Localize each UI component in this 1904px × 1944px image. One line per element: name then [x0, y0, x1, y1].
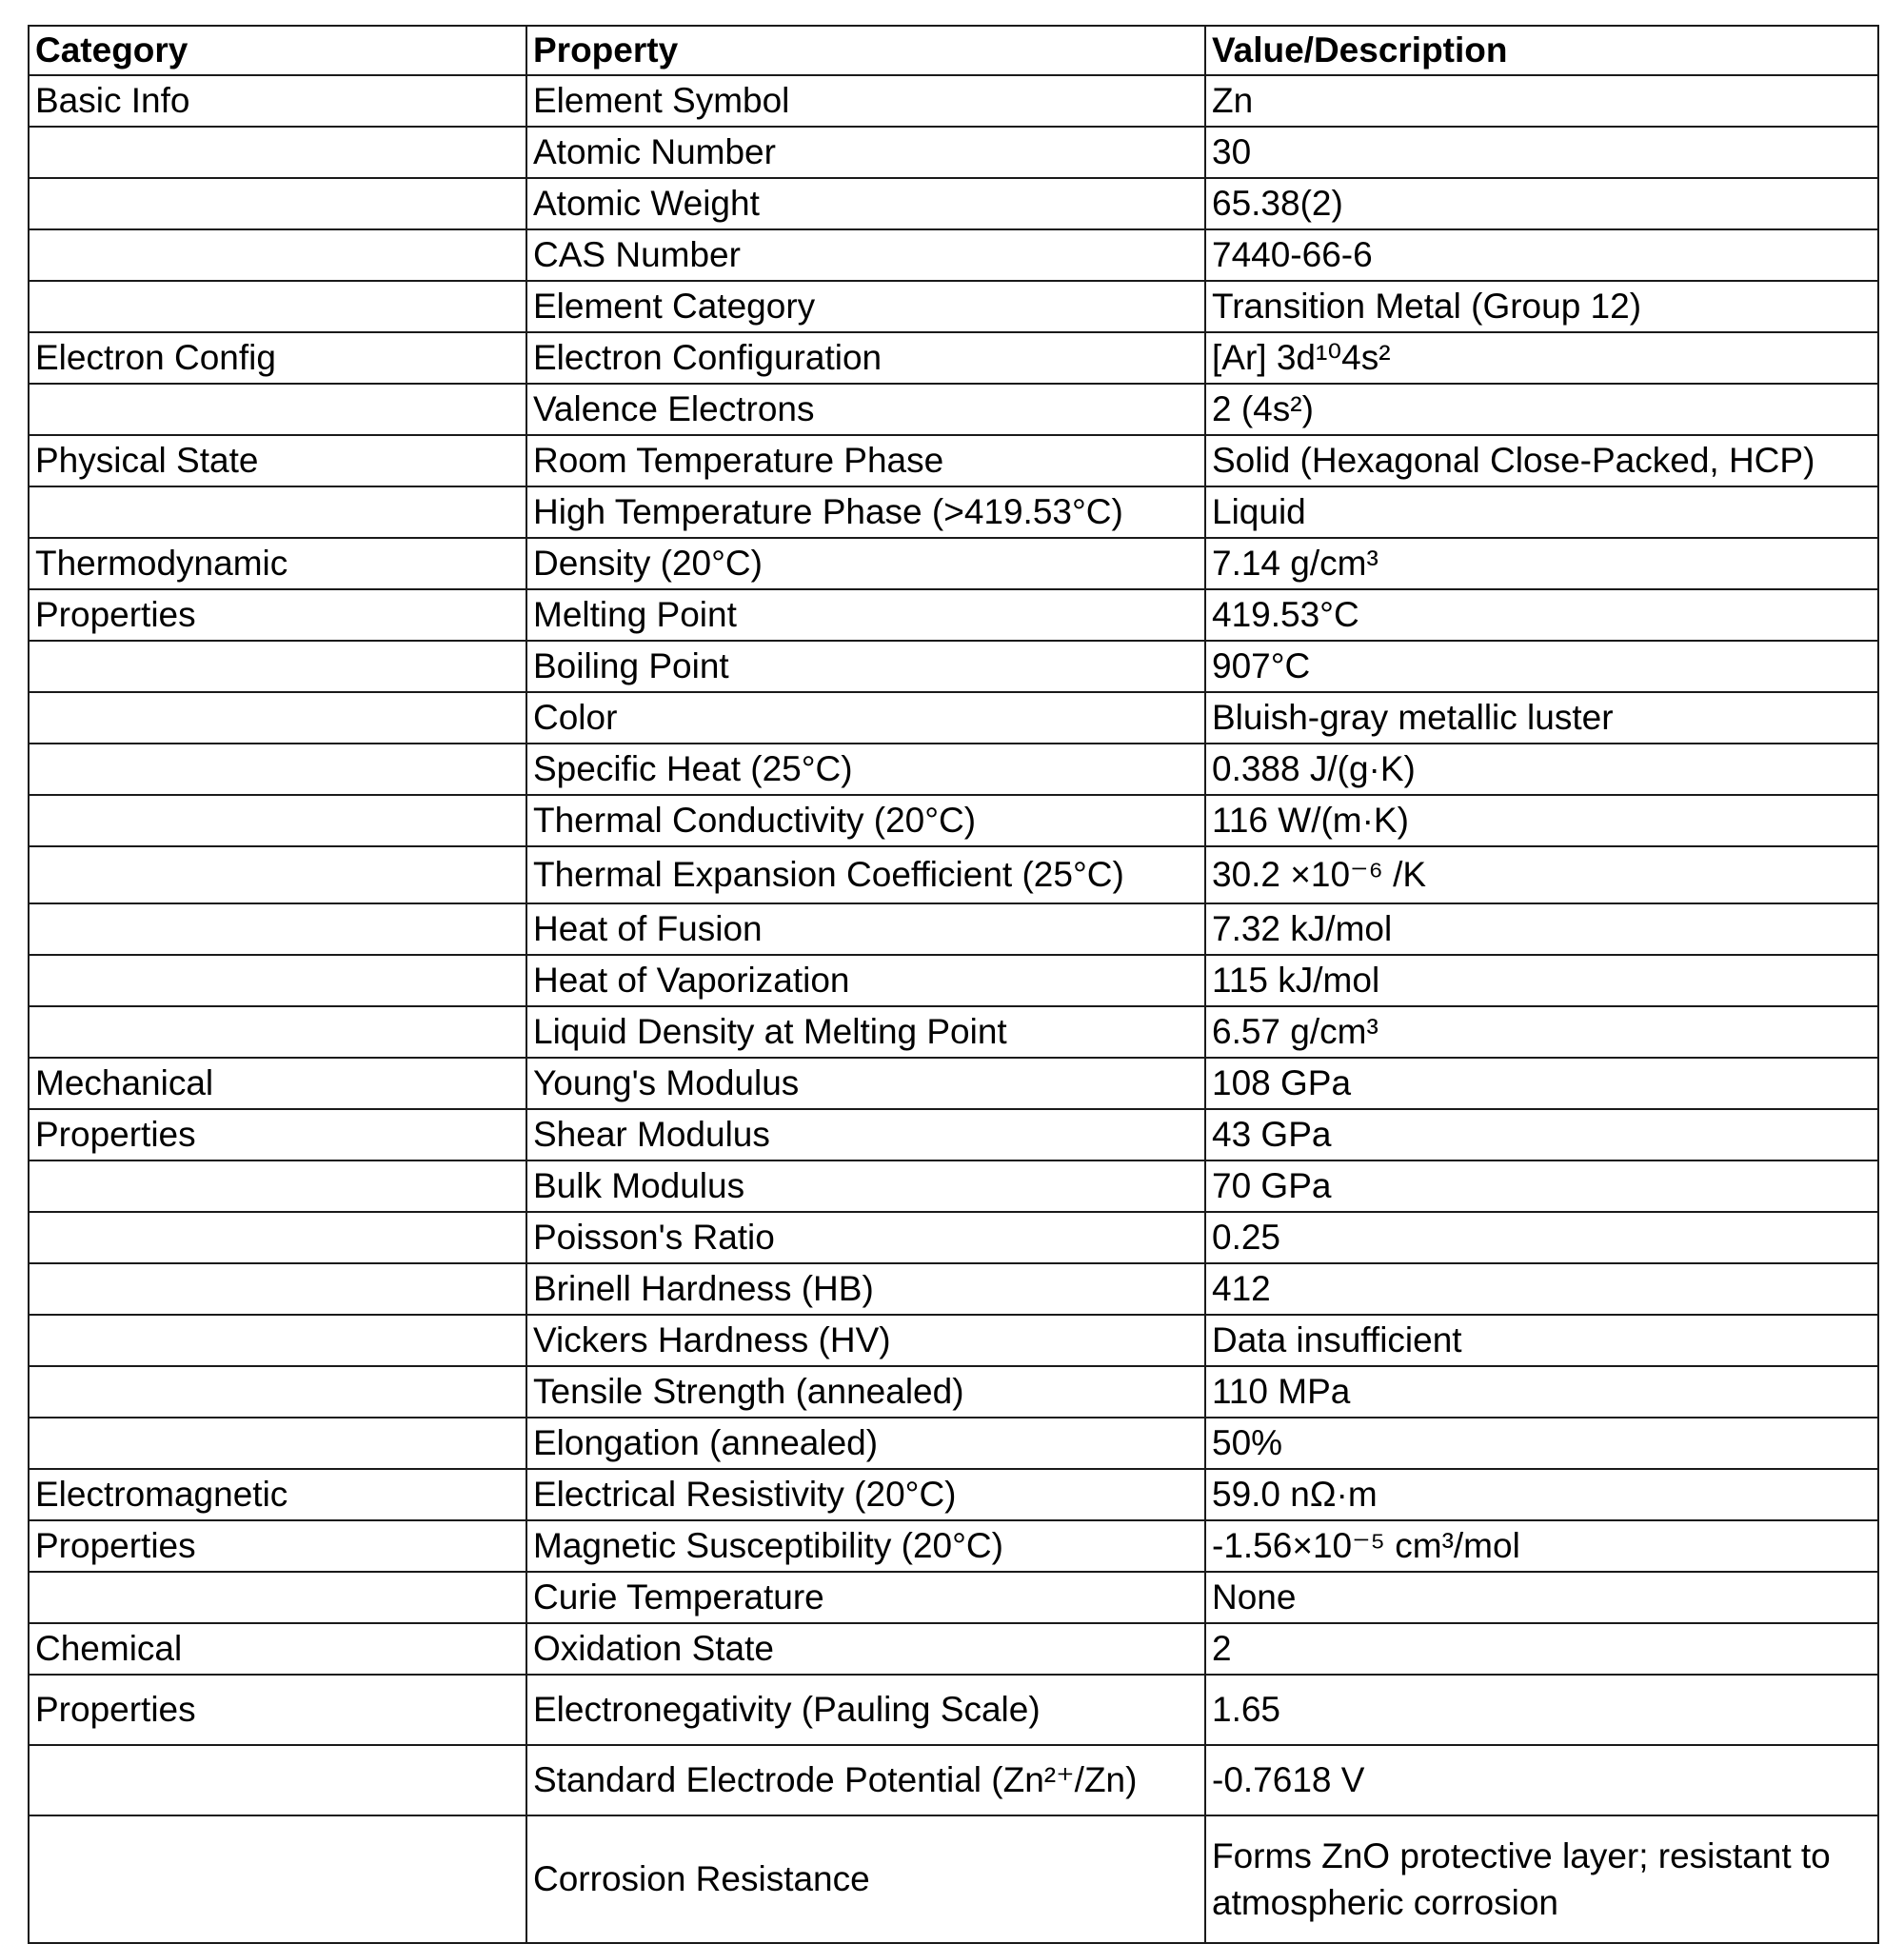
property-cell: Curie Temperature	[526, 1572, 1205, 1623]
category-cell	[29, 903, 526, 955]
category-cell	[29, 384, 526, 435]
table-row	[29, 435, 1878, 486]
header-property: Property	[526, 26, 1205, 75]
property-cell: Heat of Vaporization	[526, 955, 1205, 1006]
value-cell: 0.388 J/(g·K)	[1205, 744, 1878, 795]
table-row	[29, 178, 1878, 229]
value-cell: -0.7618 V	[1205, 1745, 1878, 1815]
header-value-description: Value/Description	[1205, 26, 1878, 75]
table-row	[29, 1109, 1878, 1160]
value-cell: 43 GPa	[1205, 1109, 1878, 1160]
category-cell	[29, 1745, 526, 1815]
property-cell: Corrosion Resistance	[526, 1815, 1205, 1943]
property-cell: Color	[526, 692, 1205, 744]
property-cell: Thermal Conductivity (20°C)	[526, 795, 1205, 846]
value-cell: None	[1205, 1572, 1878, 1623]
property-cell: Brinell Hardness (HB)	[526, 1263, 1205, 1315]
value-cell: 0.25	[1205, 1212, 1878, 1263]
table-row	[29, 589, 1878, 641]
properties-table	[28, 25, 1879, 1944]
category-cell: Properties	[29, 1109, 526, 1160]
category-cell	[29, 744, 526, 795]
property-cell: Valence Electrons	[526, 384, 1205, 435]
table-row	[29, 744, 1878, 795]
value-cell: 59.0 nΩ·m	[1205, 1469, 1878, 1520]
table-row	[29, 1418, 1878, 1469]
category-cell	[29, 486, 526, 538]
property-cell: Atomic Number	[526, 127, 1205, 178]
table-row	[29, 229, 1878, 281]
table-row	[29, 384, 1878, 435]
value-cell: Liquid	[1205, 486, 1878, 538]
table-row	[29, 1160, 1878, 1212]
property-cell: High Temperature Phase (>419.53°C)	[526, 486, 1205, 538]
category-cell	[29, 127, 526, 178]
category-cell: Properties	[29, 589, 526, 641]
category-cell: Electromagnetic	[29, 1469, 526, 1520]
table-row	[29, 1006, 1878, 1058]
table-row	[29, 75, 1878, 127]
value-cell: 108 GPa	[1205, 1058, 1878, 1109]
category-cell: Basic Info	[29, 75, 526, 127]
value-cell: 30.2 ×10⁻⁶ /K	[1205, 846, 1878, 903]
property-cell: Melting Point	[526, 589, 1205, 641]
table-row	[29, 846, 1878, 903]
property-cell: Bulk Modulus	[526, 1160, 1205, 1212]
category-cell: Thermodynamic	[29, 538, 526, 589]
category-cell	[29, 1815, 526, 1943]
category-cell	[29, 178, 526, 229]
property-cell: Elongation (annealed)	[526, 1418, 1205, 1469]
category-cell	[29, 1212, 526, 1263]
value-cell: 6.57 g/cm³	[1205, 1006, 1878, 1058]
category-cell	[29, 692, 526, 744]
value-cell: 7.32 kJ/mol	[1205, 903, 1878, 955]
property-cell: Density (20°C)	[526, 538, 1205, 589]
category-cell	[29, 1366, 526, 1418]
category-cell	[29, 1006, 526, 1058]
value-cell: Transition Metal (Group 12)	[1205, 281, 1878, 332]
property-cell: Electron Configuration	[526, 332, 1205, 384]
value-cell: 7.14 g/cm³	[1205, 538, 1878, 589]
value-cell: Bluish-gray metallic luster	[1205, 692, 1878, 744]
category-cell	[29, 846, 526, 903]
property-cell: Shear Modulus	[526, 1109, 1205, 1160]
table-row	[29, 955, 1878, 1006]
property-cell: Atomic Weight	[526, 178, 1205, 229]
value-cell: 70 GPa	[1205, 1160, 1878, 1212]
property-cell: Heat of Fusion	[526, 903, 1205, 955]
category-cell	[29, 955, 526, 1006]
table-row	[29, 1623, 1878, 1675]
property-cell: Liquid Density at Melting Point	[526, 1006, 1205, 1058]
category-cell	[29, 1418, 526, 1469]
property-cell: Element Symbol	[526, 75, 1205, 127]
category-cell	[29, 1315, 526, 1366]
property-cell: Tensile Strength (annealed)	[526, 1366, 1205, 1418]
property-cell: CAS Number	[526, 229, 1205, 281]
category-cell	[29, 1263, 526, 1315]
table-row	[29, 795, 1878, 846]
table-row	[29, 486, 1878, 538]
table-row	[29, 332, 1878, 384]
value-cell: 907°C	[1205, 641, 1878, 692]
property-cell: Vickers Hardness (HV)	[526, 1315, 1205, 1366]
property-cell: Magnetic Susceptibility (20°C)	[526, 1520, 1205, 1572]
value-cell: -1.56×10⁻⁵ cm³/mol	[1205, 1520, 1878, 1572]
table-row	[29, 127, 1878, 178]
table-header-row	[29, 26, 1878, 75]
category-cell	[29, 795, 526, 846]
property-cell: Boiling Point	[526, 641, 1205, 692]
table-row	[29, 1572, 1878, 1623]
table-row	[29, 1815, 1878, 1943]
property-cell: Standard Electrode Potential (Zn²⁺/Zn)	[526, 1745, 1205, 1815]
value-cell: 419.53°C	[1205, 589, 1878, 641]
value-cell: 1.65	[1205, 1675, 1878, 1745]
value-cell: 7440-66-6	[1205, 229, 1878, 281]
property-cell: Element Category	[526, 281, 1205, 332]
table-row	[29, 1469, 1878, 1520]
header-category: Category	[29, 26, 526, 75]
category-cell	[29, 641, 526, 692]
category-cell: Mechanical	[29, 1058, 526, 1109]
value-cell: 50%	[1205, 1418, 1878, 1469]
property-cell: Poisson's Ratio	[526, 1212, 1205, 1263]
table-row	[29, 903, 1878, 955]
category-cell	[29, 281, 526, 332]
table-row	[29, 538, 1878, 589]
table-row	[29, 692, 1878, 744]
property-cell: Specific Heat (25°C)	[526, 744, 1205, 795]
value-cell: 30	[1205, 127, 1878, 178]
value-cell: Solid (Hexagonal Close-Packed, HCP)	[1205, 435, 1878, 486]
category-cell	[29, 229, 526, 281]
value-cell: [Ar] 3d¹⁰4s²	[1205, 332, 1878, 384]
category-cell: Chemical	[29, 1623, 526, 1675]
table-row	[29, 1058, 1878, 1109]
value-cell: 65.38(2)	[1205, 178, 1878, 229]
value-cell: Zn	[1205, 75, 1878, 127]
value-cell: 2	[1205, 1623, 1878, 1675]
table-body	[29, 75, 1878, 1943]
value-cell: 2 (4s²)	[1205, 384, 1878, 435]
property-cell: Thermal Expansion Coefficient (25°C)	[526, 846, 1205, 903]
category-cell	[29, 1160, 526, 1212]
property-cell: Young's Modulus	[526, 1058, 1205, 1109]
value-cell: 110 MPa	[1205, 1366, 1878, 1418]
table-row	[29, 1212, 1878, 1263]
property-cell: Electronegativity (Pauling Scale)	[526, 1675, 1205, 1745]
table-row	[29, 1263, 1878, 1315]
table-row	[29, 1520, 1878, 1572]
value-cell: 116 W/(m·K)	[1205, 795, 1878, 846]
category-cell: Properties	[29, 1675, 526, 1745]
table-row	[29, 641, 1878, 692]
property-cell: Room Temperature Phase	[526, 435, 1205, 486]
category-cell: Physical State	[29, 435, 526, 486]
category-cell	[29, 1572, 526, 1623]
table-row	[29, 1315, 1878, 1366]
category-cell: Electron Config	[29, 332, 526, 384]
value-cell: Data insufficient	[1205, 1315, 1878, 1366]
property-cell: Electrical Resistivity (20°C)	[526, 1469, 1205, 1520]
table-row	[29, 281, 1878, 332]
value-cell: 412	[1205, 1263, 1878, 1315]
table-row	[29, 1745, 1878, 1815]
table-row	[29, 1675, 1878, 1745]
value-cell: Forms ZnO protective layer; resistant to atmospheric corrosion	[1205, 1815, 1878, 1943]
property-cell: Oxidation State	[526, 1623, 1205, 1675]
category-cell: Properties	[29, 1520, 526, 1572]
value-cell: 115 kJ/mol	[1205, 955, 1878, 1006]
table-row	[29, 1366, 1878, 1418]
